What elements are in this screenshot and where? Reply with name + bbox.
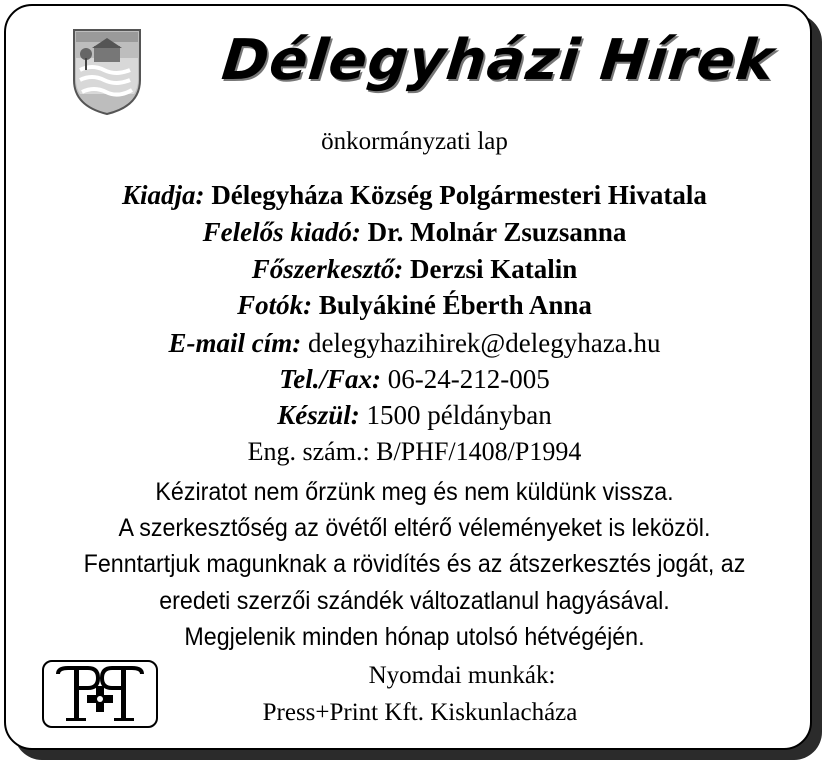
email-line: [0, 328, 829, 359]
note-line: eredeti szerzői szándék változatlanul hagyásával.: [159, 587, 670, 615]
copies-line: [0, 400, 829, 431]
editor-line: [0, 254, 829, 285]
printer-label: Nyomdai munkák:: [368, 662, 556, 689]
note-line: A szerkesztőség az övétől eltérő véleményeket is leközöl.: [118, 514, 711, 542]
editor-label: Főszerkesztő:: [251, 254, 404, 284]
phone-line: [0, 364, 829, 395]
publisher-line: [0, 180, 829, 211]
email-label: E-mail cím:: [168, 328, 302, 358]
responsible-line: [0, 217, 829, 248]
photos-label: Fotók:: [237, 290, 313, 320]
newspaper-title: Délegyházi Hírek: [218, 28, 778, 93]
copies-value: 1500 példányban: [366, 400, 552, 430]
coat-of-arms-icon: [72, 28, 142, 116]
email-value: delegyhazihirek@delegyhaza.hu: [308, 328, 661, 358]
responsible-value: Dr. Molnár Zsuzsanna: [367, 217, 627, 247]
note-line: Kéziratot nem őrzünk meg és nem küldünk vissza.: [155, 478, 674, 506]
copies-label: Készül:: [277, 400, 360, 430]
note-line: Megjelenik minden hónap utolsó hétvégéjén.: [184, 623, 645, 651]
subtitle: önkormányzati lap: [321, 128, 508, 155]
registration-number: Eng. szám.: B/PHF/1408/P1994: [247, 437, 582, 466]
responsible-label: Felelős kiadó:: [202, 217, 361, 247]
photos-value: Bulyákiné Éberth Anna: [318, 290, 592, 320]
phone-label: Tel./Fax:: [279, 364, 382, 394]
publisher-value: Délegyháza Község Polgármesteri Hivatala: [211, 180, 707, 210]
publisher-label: Kiadja:: [122, 180, 205, 210]
printer-name: Press+Print Kft. Kiskunlacháza: [262, 699, 578, 726]
editor-value: Derzsi Katalin: [410, 254, 578, 284]
phone-value: 06-24-212-005: [387, 364, 550, 394]
photos-line: [0, 290, 829, 321]
note-line: Fenntartjuk magunknak a rövidítés és az átszerkesztés jogát, az: [83, 550, 746, 578]
